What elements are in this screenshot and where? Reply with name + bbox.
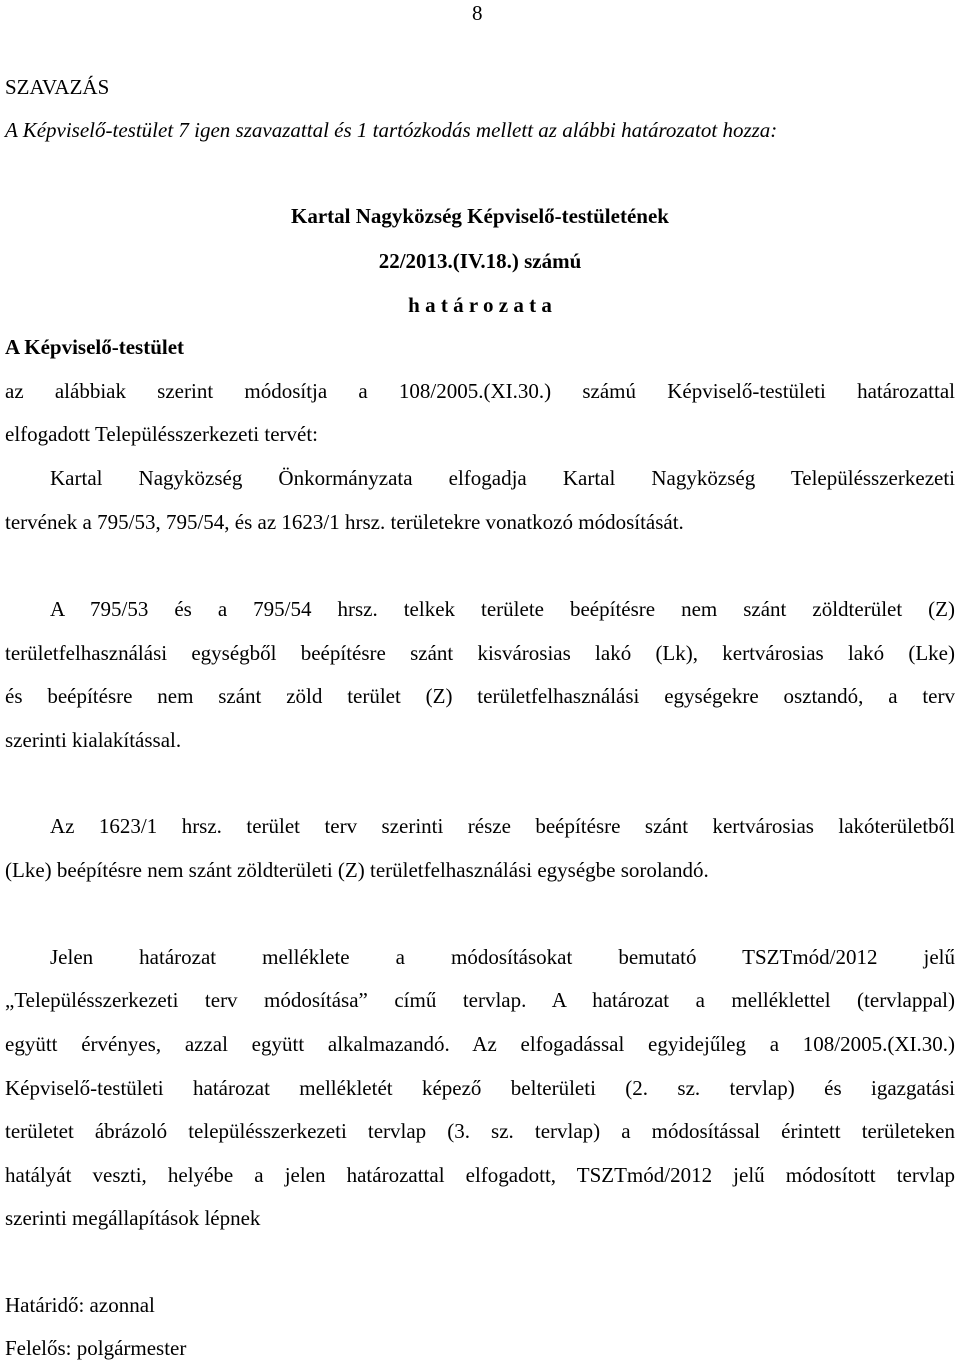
- para2-line: és beépítésre nem szánt zöld terület (Z) területfelhasználási egységekre osztandó, a terv: [5, 684, 955, 708]
- para4-line: területet ábrázoló településszerkezeti tervlap (3. sz. tervlap) a módosítással érintett területeken: [5, 1119, 955, 1143]
- para2-line: A 795/53 és a 795/54 hrsz. telkek területe beépítésre nem szánt zöldterület (Z): [50, 597, 955, 621]
- para2-line: területfelhasználási egységből beépítésre szánt kisvárosias lakó (Lk), kertvárosias lakó (Lke): [5, 641, 955, 665]
- para2-line: szerinti kialakítással.: [5, 728, 182, 752]
- resolution-header-line2: 22/2013.(IV.18.) számú: [378, 249, 582, 273]
- section-title: SZAVAZÁS: [5, 75, 110, 99]
- para1-line: Kartal Nagyközség Önkormányzata elfogadja Kartal Nagyközség Településszerkezeti: [50, 466, 955, 490]
- para4-line: „Településszerkezeti terv módosítása” című tervlap. A határozat a melléklettel (tervlappal): [5, 988, 955, 1012]
- resolution-header-line1: Kartal Nagyközség Képviselő-testületének: [291, 204, 669, 228]
- para4-line: szerinti megállapítások lépnek: [5, 1206, 261, 1230]
- intro-line: az alábbiak szerint módosítja a 108/2005.(XI.30.) számú Képviselő-testületi határozattal: [5, 379, 955, 403]
- resolution-header-line3: h a t á r o z a t a: [408, 293, 552, 317]
- responsible: Felelős: polgármester: [5, 1336, 187, 1360]
- para4-line: együtt érvényes, azzal együtt alkalmazandó. Az elfogadással egyidejűleg a 108/2005.(XI.30.): [5, 1032, 955, 1056]
- para3-line: (Lke) beépítésre nem szánt zöldterületi (Z) területfelhasználási egységbe sorolandó.: [5, 858, 709, 882]
- para4-line: Képviselő-testületi határozat mellékletét képező belterületi (2. sz. tervlap) és igazgatási: [5, 1076, 955, 1100]
- deadline: Határidő: azonnal: [5, 1293, 155, 1317]
- para1-line: tervének a 795/53, 795/54, és az 1623/1 hrsz. területekre vonatkozó módosítását.: [5, 510, 684, 534]
- page-number: 8: [472, 1, 483, 25]
- vote-statement: A Képviselő-testület 7 igen szavazattal és 1 tartózkodás mellett az alábbi határozatot hozza:: [5, 118, 778, 142]
- para3-line: Az 1623/1 hrsz. terület terv szerinti része beépítésre szánt kertvárosias lakóterületből: [50, 814, 955, 838]
- para4-line: Jelen határozat melléklete a módosításokat bemutató TSZTmód/2012 jelű: [50, 945, 955, 969]
- body-subject: A Képviselő-testület: [5, 335, 185, 359]
- intro-line: elfogadott Településszerkezeti tervét:: [5, 422, 319, 446]
- para4-line: hatályát veszti, helyébe a jelen határozattal elfogadott, TSZTmód/2012 jelű módosított tervlap: [5, 1163, 955, 1187]
